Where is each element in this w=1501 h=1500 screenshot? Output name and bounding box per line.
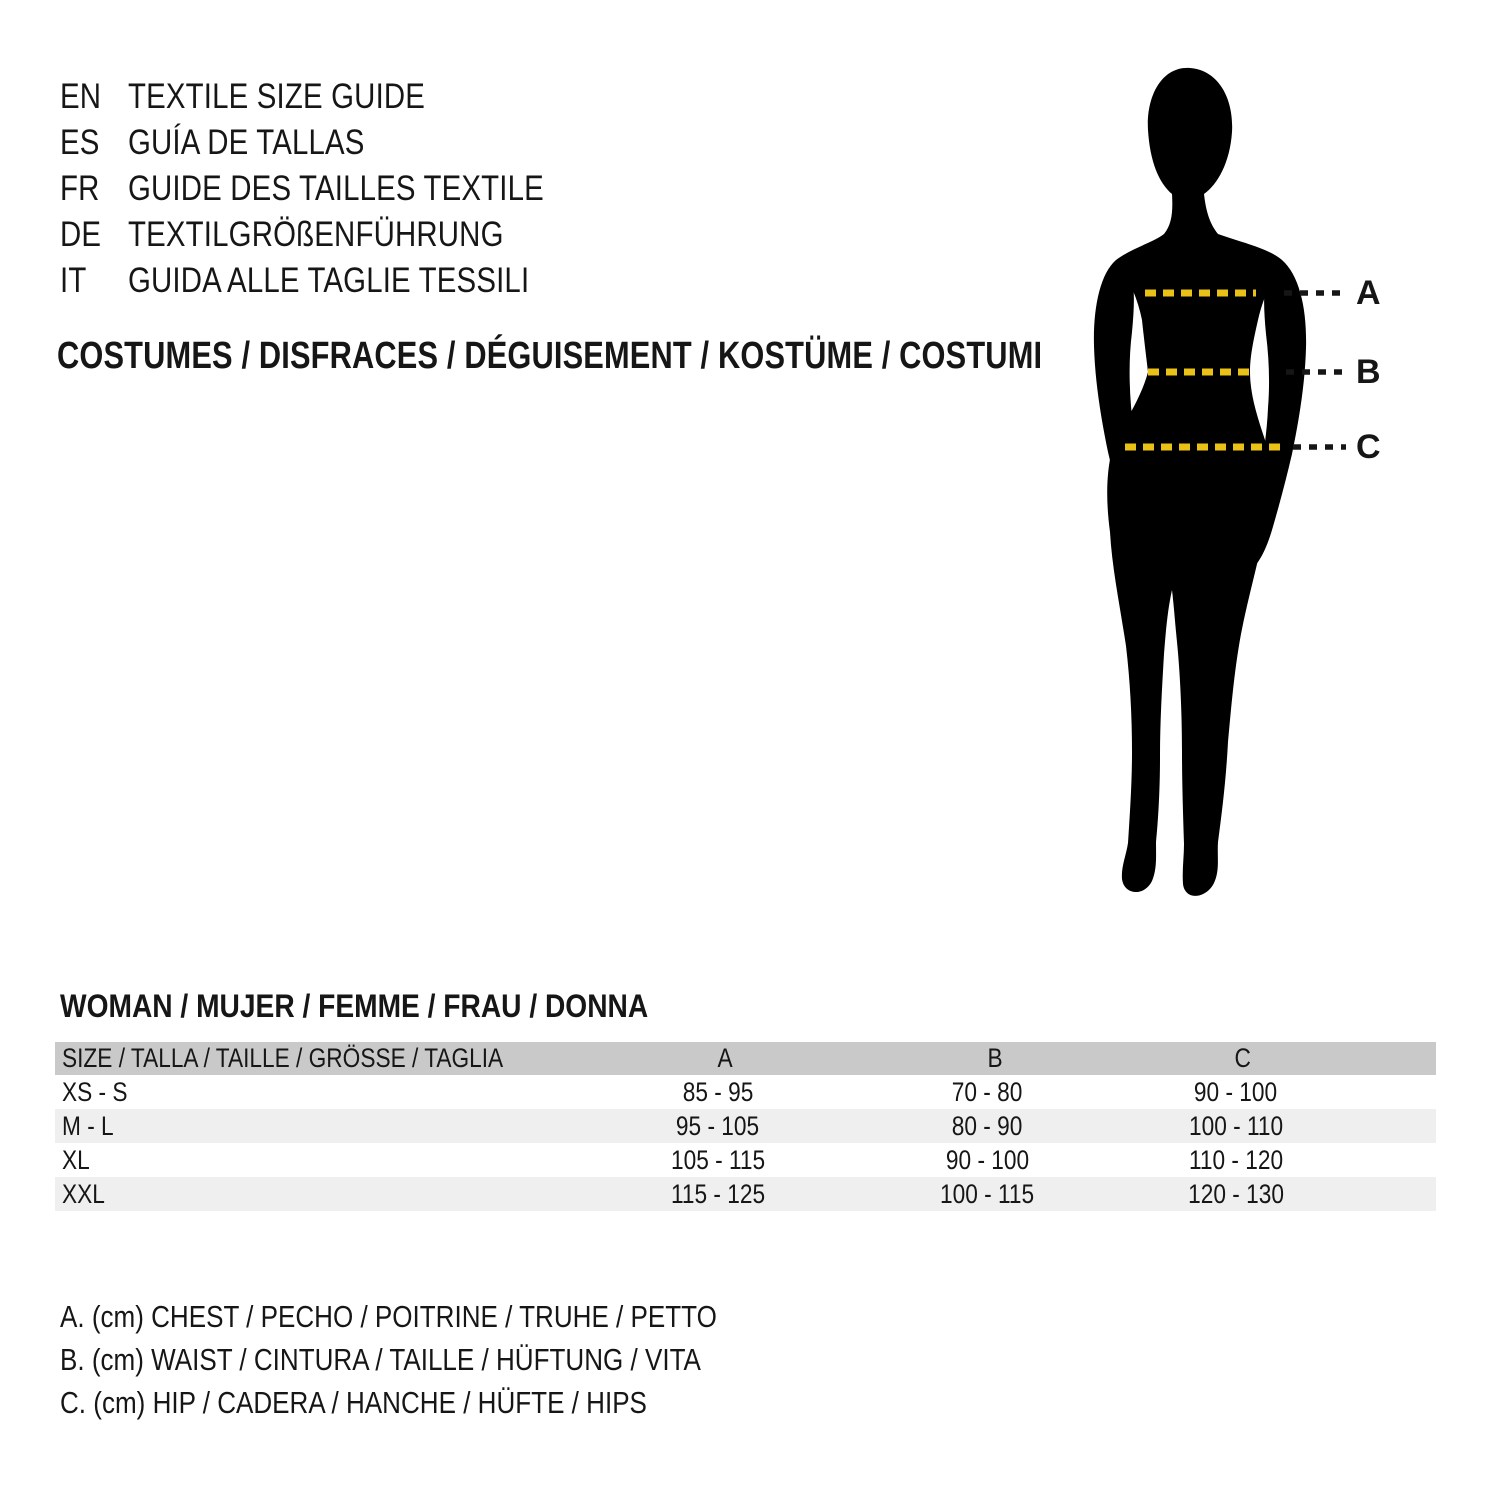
size-cell: XL	[62, 1144, 90, 1175]
language-code: IT	[60, 261, 87, 300]
size-cell: XXL	[62, 1178, 105, 1209]
language-code: FR	[60, 169, 100, 208]
waist-range-cell: 90 - 100	[945, 1144, 1029, 1175]
legend-hip: C. (cm) HIP / CADERA / HANCHE / HÜFTE / HIPS	[60, 1384, 647, 1420]
chest-range-cell: 105 - 115	[670, 1144, 765, 1175]
language-row-de	[60, 212, 623, 258]
legend-chest: A. (cm) CHEST / PECHO / POITRINE / TRUHE / PETTO	[60, 1298, 717, 1334]
size-table	[55, 1042, 1436, 1211]
column-header-a: A	[717, 1043, 733, 1073]
table-row	[55, 1109, 1436, 1143]
hip-range-cell: 110 - 120	[1188, 1144, 1283, 1175]
size-cell: M - L	[62, 1110, 114, 1141]
hip-range-cell: 90 - 100	[1194, 1076, 1278, 1107]
hip-range-cell: 100 - 110	[1188, 1110, 1283, 1141]
measure-label-a: A	[1356, 274, 1381, 312]
body-measurement-figure	[1060, 62, 1400, 922]
size-cell: XS - S	[62, 1076, 128, 1107]
guide-title-en: TEXTILE SIZE GUIDE	[128, 77, 426, 116]
waist-range-cell: 70 - 80	[951, 1076, 1023, 1107]
guide-title-it: GUIDA ALLE TAGLIE TESSILI	[128, 261, 530, 300]
legend-waist: B. (cm) WAIST / CINTURA / TAILLE / HÜFTUNG / VITA	[60, 1341, 701, 1377]
woman-silhouette-icon	[1060, 62, 1400, 922]
table-row	[55, 1143, 1436, 1177]
language-code: DE	[60, 215, 102, 254]
chest-range-cell: 115 - 125	[670, 1178, 765, 1209]
waist-range-cell: 100 - 115	[940, 1178, 1035, 1209]
guide-title-fr: GUIDE DES TAILLES TEXTILE	[128, 169, 544, 208]
table-row	[55, 1075, 1436, 1109]
language-code: ES	[60, 123, 100, 162]
hip-range-cell: 120 - 130	[1187, 1178, 1284, 1209]
language-title-list	[60, 74, 623, 304]
language-row-it	[60, 258, 623, 304]
column-header-c: C	[1234, 1043, 1252, 1073]
size-table-header-row	[55, 1042, 1436, 1075]
guide-title-es: GUÍA DE TALLAS	[128, 123, 365, 162]
waist-range-cell: 80 - 90	[951, 1110, 1023, 1141]
measure-label-c: C	[1356, 428, 1381, 466]
size-column-header: SIZE / TALLA / TAILLE / GRÖSSE / TAGLIA	[62, 1043, 504, 1073]
table-row	[55, 1177, 1436, 1211]
column-header-b: B	[987, 1043, 1003, 1073]
language-row-fr	[60, 166, 623, 212]
measure-label-b: B	[1356, 353, 1381, 391]
gender-section-title: WOMAN / MUJER / FEMME / FRAU / DONNA	[60, 988, 649, 1024]
language-code: EN	[60, 77, 102, 116]
measurement-legend	[60, 1295, 842, 1424]
guide-title-de: TEXTILGRÖßENFÜHRUNG	[128, 215, 504, 254]
chest-range-cell: 85 - 95	[682, 1076, 754, 1107]
language-row-en	[60, 74, 623, 120]
language-row-es	[60, 120, 623, 166]
chest-range-cell: 95 - 105	[676, 1110, 760, 1141]
category-title: COSTUMES / DISFRACES / DÉGUISEMENT / KOSTÜME / COSTUMI	[57, 335, 1043, 377]
